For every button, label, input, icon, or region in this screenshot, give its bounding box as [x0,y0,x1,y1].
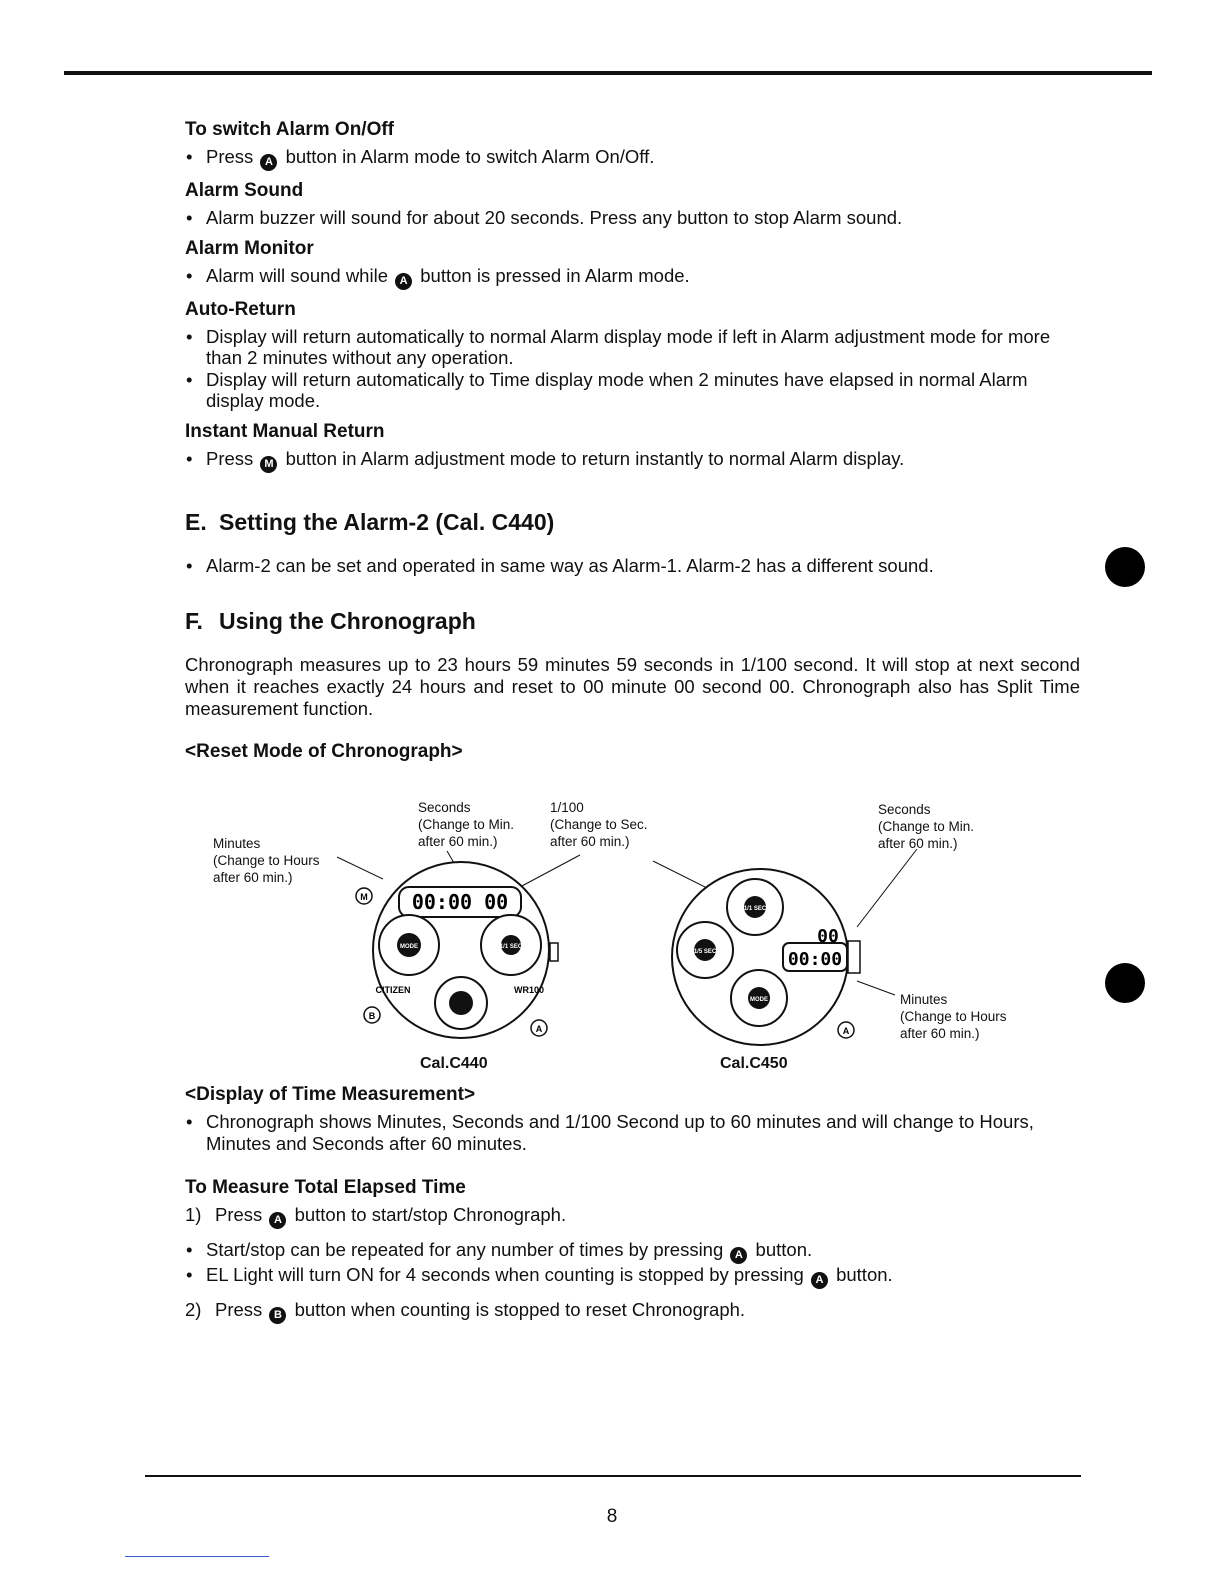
c440-minutes-leader [337,857,383,879]
c450-a-button-label: A [842,1026,850,1036]
heading-reset-mode: <Reset Mode of Chronograph> [185,741,463,762]
a-button-icon: A [269,1212,286,1229]
a-button-icon: A [260,154,277,171]
step-1: 1) Press A button to start/stop Chronograph. [185,1204,1080,1229]
a-button-icon: A [730,1247,747,1264]
bullet-alarm-sound: • Alarm buzzer will sound for about 20 seconds. Press any button to stop Alarm sound. [185,207,1080,229]
step-2: 2) Press B button when counting is stopped to reset Chronograph. [185,1299,1080,1324]
c450-minutes-leader [857,981,895,995]
top-rule [64,71,1152,75]
bullet-auto-return-1: • Display will return automatically to normal Alarm display mode if left in Alarm adjustment mode for more than 2 minutes without any operation. [185,326,1080,369]
heading-auto-return: Auto-Return [185,298,296,320]
c440-seconds-callout: Seconds (Change to Min. after 60 min.) [418,800,515,849]
c440-subdial-bottom-center [449,991,473,1015]
footer-rule [125,1556,269,1557]
page-content [185,118,1080,768]
c440-m-button-label: M [360,892,368,902]
c450-seconds-leader [857,849,917,927]
c440-subdial-left-label: MODE [400,944,418,950]
bullet-start-stop: • Start/stop can be repeated for any number of times by pressing A button. [185,1239,1080,1264]
heading-alarm-sound: Alarm Sound [185,180,304,201]
c440-crown [550,943,558,961]
section-alarm-onoff [185,118,1080,171]
bullet-auto-return-2: • Display will return automatically to Time display mode when 2 minutes have elapsed in normal Alarm display mode. [185,369,1080,412]
c440-a-button-label: A [535,1024,543,1034]
a-button-icon: A [811,1272,828,1289]
c440-hundredths-callout: 1/100 (Change to Sec. after 60 min.) [550,800,648,849]
section-instant-return [185,420,1080,473]
c450-lcd-top: 00 [817,926,839,947]
c450-crown [848,941,860,973]
c450-lcd-bottom: 00:00 [787,949,843,970]
heading-section-e: E. Setting the Alarm-2 (Cal. C440) [185,508,555,535]
c440-label: Cal.C440 [420,1055,488,1072]
page-content-lower [185,1083,1080,1324]
bullet-alarm-monitor: • Alarm will sound while A button is pressed in Alarm mode. [185,265,1080,290]
m-button-icon: M [260,456,277,473]
heading-alarm-monitor: Alarm Monitor [185,237,314,259]
heading-alarm-onoff: To switch Alarm On/Off [185,119,395,140]
binding-hole-lower [1105,963,1145,1003]
bullet-instant-return: • Press M button in Alarm adjustment mode to return instantly to normal Alarm display. [185,448,1080,473]
heading-total-elapsed: To Measure Total Elapsed Time [185,1177,466,1198]
section-alarm-sound [185,179,1080,229]
watch-diagrams-svg [205,795,1035,1080]
c450-subdial-left-label: 1/5 SEC [693,949,717,955]
c440-lcd-digits: 00:00 00 [411,890,509,914]
c440-wr: WR100 [513,985,545,995]
c450-minutes-callout: Minutes (Change to Hours after 60 min.) [900,992,1007,1041]
bullet-alarm-onoff: • Press A button in Alarm mode to switch Alarm On/Off. [185,146,1080,171]
bullet-display-measure: • Chronograph shows Minutes, Seconds and 1/100 Second up to 60 minutes and will change to Hours, Minutes and Seconds after 60 minutes. [185,1111,1080,1154]
section-auto-return [185,298,1080,412]
c440-hundredths-leader [520,855,580,887]
c440-watch [356,862,558,1038]
c450-subdial-bottom-label: MODE [750,997,768,1003]
heading-instant-return: Instant Manual Return [185,420,385,442]
c440-brand: CITIZEN [375,985,411,995]
bullet-el-light: • EL Light will turn ON for 4 seconds when counting is stopped by pressing A button. [185,1264,1080,1289]
bullet-section-e: • Alarm-2 can be set and operated in same way as Alarm-1. Alarm-2 has a different sound. [185,555,1080,577]
heading-display-measure: <Display of Time Measurement> [185,1084,476,1105]
bottom-rule [145,1475,1081,1477]
c440-b-button-label: B [368,1011,376,1021]
heading-section-f: F. Using the Chronograph [185,608,476,634]
section-alarm-monitor [185,237,1080,290]
binding-hole-upper [1105,547,1145,587]
c450-subdial-top-label: 1/1 SEC [743,906,767,912]
page-number: 8 [606,1506,618,1527]
c440-minutes-callout: Minutes (Change to Hours after 60 min.) [213,836,320,885]
chronograph-diagram [205,795,1035,1080]
c450-label: Cal.C450 [720,1055,788,1072]
c440-subdial-right-label: 1/1 SEC [499,944,523,950]
c450-seconds-callout: Seconds (Change to Min. after 60 min.) [878,802,975,851]
chronograph-intro: Chronograph measures up to 23 hours 59 minutes 59 seconds in 1/100 second. It will stop at next second when it reaches exactly 24 hours and reset to 00 minute 00 second 00. Chronograph also has Split Time measurement function. [185,654,1080,719]
c450-watch [672,869,860,1045]
a-button-icon: A [395,273,412,290]
b-button-icon: B [269,1307,286,1324]
